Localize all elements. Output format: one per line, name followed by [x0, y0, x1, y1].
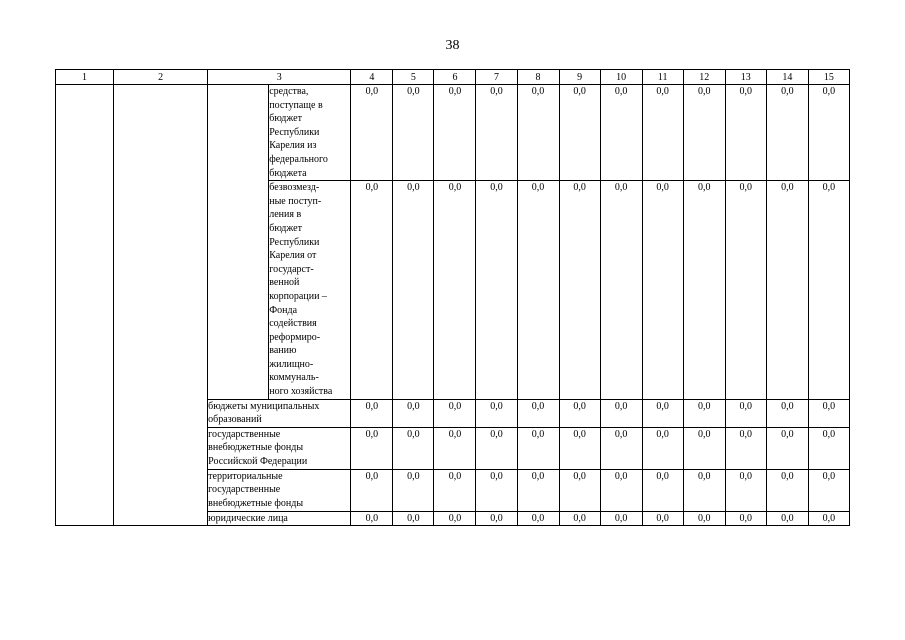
value-cell: 0,0 [808, 85, 849, 181]
header-cell: 5 [393, 70, 434, 85]
value-cell: 0,0 [559, 427, 600, 469]
value-cell: 0,0 [434, 511, 476, 526]
table-row [56, 85, 850, 181]
empty-cell-col1 [56, 85, 114, 526]
value-cell: 0,0 [600, 85, 642, 181]
value-cell: 0,0 [725, 427, 766, 469]
value-cell: 0,0 [559, 511, 600, 526]
row-label: государственные внебюджетные фонды Российской Федерации [208, 427, 351, 469]
value-cell: 0,0 [351, 399, 393, 427]
value-cell: 0,0 [766, 469, 808, 511]
value-cell: 0,0 [434, 427, 476, 469]
value-cell: 0,0 [393, 399, 434, 427]
value-cell: 0,0 [642, 511, 683, 526]
value-cell: 0,0 [393, 427, 434, 469]
value-cell: 0,0 [559, 469, 600, 511]
value-cell: 0,0 [808, 469, 849, 511]
value-cell: 0,0 [725, 469, 766, 511]
row-label: юридические лица [208, 511, 351, 526]
value-cell: 0,0 [642, 469, 683, 511]
value-cell: 0,0 [600, 399, 642, 427]
value-cell: 0,0 [393, 511, 434, 526]
value-cell: 0,0 [393, 85, 434, 181]
value-cell: 0,0 [393, 469, 434, 511]
header-cell: 2 [114, 70, 208, 85]
value-cell: 0,0 [434, 181, 476, 400]
value-cell: 0,0 [808, 511, 849, 526]
value-cell: 0,0 [725, 511, 766, 526]
value-cell: 0,0 [559, 85, 600, 181]
header-cell: 14 [766, 70, 808, 85]
value-cell: 0,0 [683, 181, 725, 400]
header-row [56, 70, 850, 85]
value-cell: 0,0 [766, 511, 808, 526]
value-cell: 0,0 [766, 85, 808, 181]
value-cell: 0,0 [517, 511, 559, 526]
value-cell: 0,0 [683, 427, 725, 469]
value-cell: 0,0 [476, 181, 517, 400]
value-cell: 0,0 [808, 181, 849, 400]
header-cell: 10 [600, 70, 642, 85]
value-cell: 0,0 [683, 511, 725, 526]
value-cell: 0,0 [642, 427, 683, 469]
header-cell: 1 [56, 70, 114, 85]
value-cell: 0,0 [559, 399, 600, 427]
empty-cell-col2 [114, 85, 208, 526]
row-label: территориальные государственные внебюджетные фонды [208, 469, 351, 511]
header-cell: 6 [434, 70, 476, 85]
value-cell: 0,0 [351, 511, 393, 526]
row-label: безвозмезд- ные поступ- ления в бюджет Республики Карелия от государст- венной корпорации – Фонда содействия реформиро- ванию жилищно- коммуналь- ного хозяйства [269, 181, 351, 400]
page-number: 38 [445, 38, 460, 53]
value-cell: 0,0 [600, 469, 642, 511]
value-cell: 0,0 [517, 427, 559, 469]
value-cell: 0,0 [642, 85, 683, 181]
header-cell: 8 [517, 70, 559, 85]
header-cell: 4 [351, 70, 393, 85]
value-cell: 0,0 [725, 181, 766, 400]
value-cell: 0,0 [725, 85, 766, 181]
value-cell: 0,0 [476, 511, 517, 526]
header-cell: 12 [683, 70, 725, 85]
header-cell: 13 [725, 70, 766, 85]
value-cell: 0,0 [476, 469, 517, 511]
header-cell: 9 [559, 70, 600, 85]
header-cell: 7 [476, 70, 517, 85]
value-cell: 0,0 [517, 469, 559, 511]
header-cell: 15 [808, 70, 849, 85]
value-cell: 0,0 [683, 85, 725, 181]
value-cell: 0,0 [351, 427, 393, 469]
value-cell: 0,0 [476, 427, 517, 469]
value-cell: 0,0 [434, 85, 476, 181]
value-cell: 0,0 [600, 427, 642, 469]
value-cell: 0,0 [600, 181, 642, 400]
value-cell: 0,0 [642, 181, 683, 400]
value-cell: 0,0 [434, 469, 476, 511]
value-cell: 0,0 [351, 181, 393, 400]
value-cell: 0,0 [393, 181, 434, 400]
value-cell: 0,0 [517, 85, 559, 181]
value-cell: 0,0 [351, 469, 393, 511]
value-cell: 0,0 [476, 399, 517, 427]
value-cell: 0,0 [725, 399, 766, 427]
value-cell: 0,0 [517, 399, 559, 427]
value-cell: 0,0 [808, 399, 849, 427]
value-cell: 0,0 [642, 399, 683, 427]
value-cell: 0,0 [517, 181, 559, 400]
empty-cell-col3 [208, 85, 269, 400]
value-cell: 0,0 [600, 511, 642, 526]
value-cell: 0,0 [476, 85, 517, 181]
value-cell: 0,0 [351, 85, 393, 181]
value-cell: 0,0 [766, 399, 808, 427]
value-cell: 0,0 [434, 399, 476, 427]
header-cell: 3 [208, 70, 351, 85]
value-cell: 0,0 [808, 427, 849, 469]
budget-table [55, 69, 850, 526]
header-cell: 11 [642, 70, 683, 85]
value-cell: 0,0 [683, 399, 725, 427]
value-cell: 0,0 [766, 427, 808, 469]
value-cell: 0,0 [766, 181, 808, 400]
row-label: средства, поступаще в бюджет Республики Карелия из федерального бюджета [269, 85, 351, 181]
row-label: бюджеты муниципальных образований [208, 399, 351, 427]
value-cell: 0,0 [683, 469, 725, 511]
value-cell: 0,0 [559, 181, 600, 400]
